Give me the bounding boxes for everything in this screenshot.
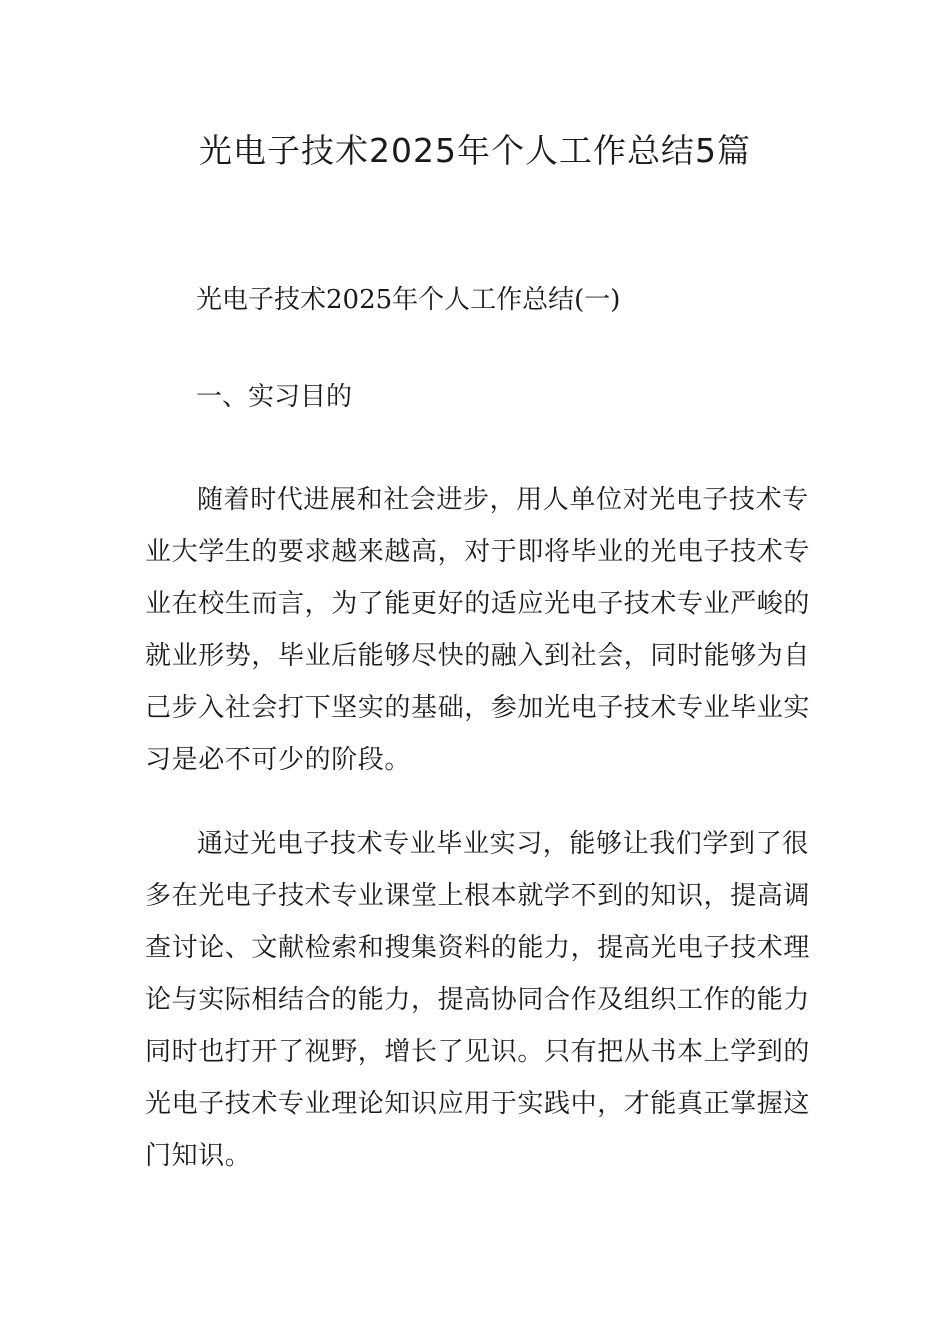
- document-subtitle: 光电子技术2025年个人工作总结(一): [196, 285, 621, 315]
- paragraph-line: 己步入社会打下坚实的基础，参加光电子技术专业毕业实: [145, 693, 811, 723]
- section-heading: 一、实习目的: [196, 382, 353, 412]
- paragraph-line: 门知识。: [145, 1141, 252, 1171]
- paragraph-line: 多在光电子技术专业课堂上根本就学不到的知识，提高调: [145, 881, 811, 911]
- paragraph-line: 随着时代进展和社会进步，用人单位对光电子技术专: [197, 485, 809, 515]
- paragraph-line: 同时也打开了视野，增长了见识。只有把从书本上学到的: [145, 1037, 811, 1067]
- paragraph-line: 查讨论、文献检索和搜集资料的能力，提高光电子技术理: [145, 933, 811, 963]
- paragraph-2: [145, 818, 810, 1182]
- paragraph-line: 通过光电子技术专业毕业实习，能够让我们学到了很: [197, 829, 809, 859]
- paragraph-line: 业在校生而言，为了能更好的适应光电子技术专业严峻的: [145, 589, 811, 619]
- paragraph-line: 论与实际相结合的能力，提高协同合作及组织工作的能力: [145, 985, 811, 1015]
- paragraph-line: 习是必不可少的阶段。: [145, 745, 412, 775]
- paragraph-1: [145, 474, 810, 786]
- paragraph-line: 业大学生的要求越来越高，对于即将毕业的光电子技术专: [145, 537, 811, 567]
- paragraph-line: 就业形势，毕业后能够尽快的融入到社会，同时能够为自: [145, 641, 811, 671]
- paragraph-line: 光电子技术专业理论知识应用于实践中，才能真正掌握这: [145, 1089, 811, 1119]
- document-title: 光电子技术2025年个人工作总结5篇: [199, 131, 751, 170]
